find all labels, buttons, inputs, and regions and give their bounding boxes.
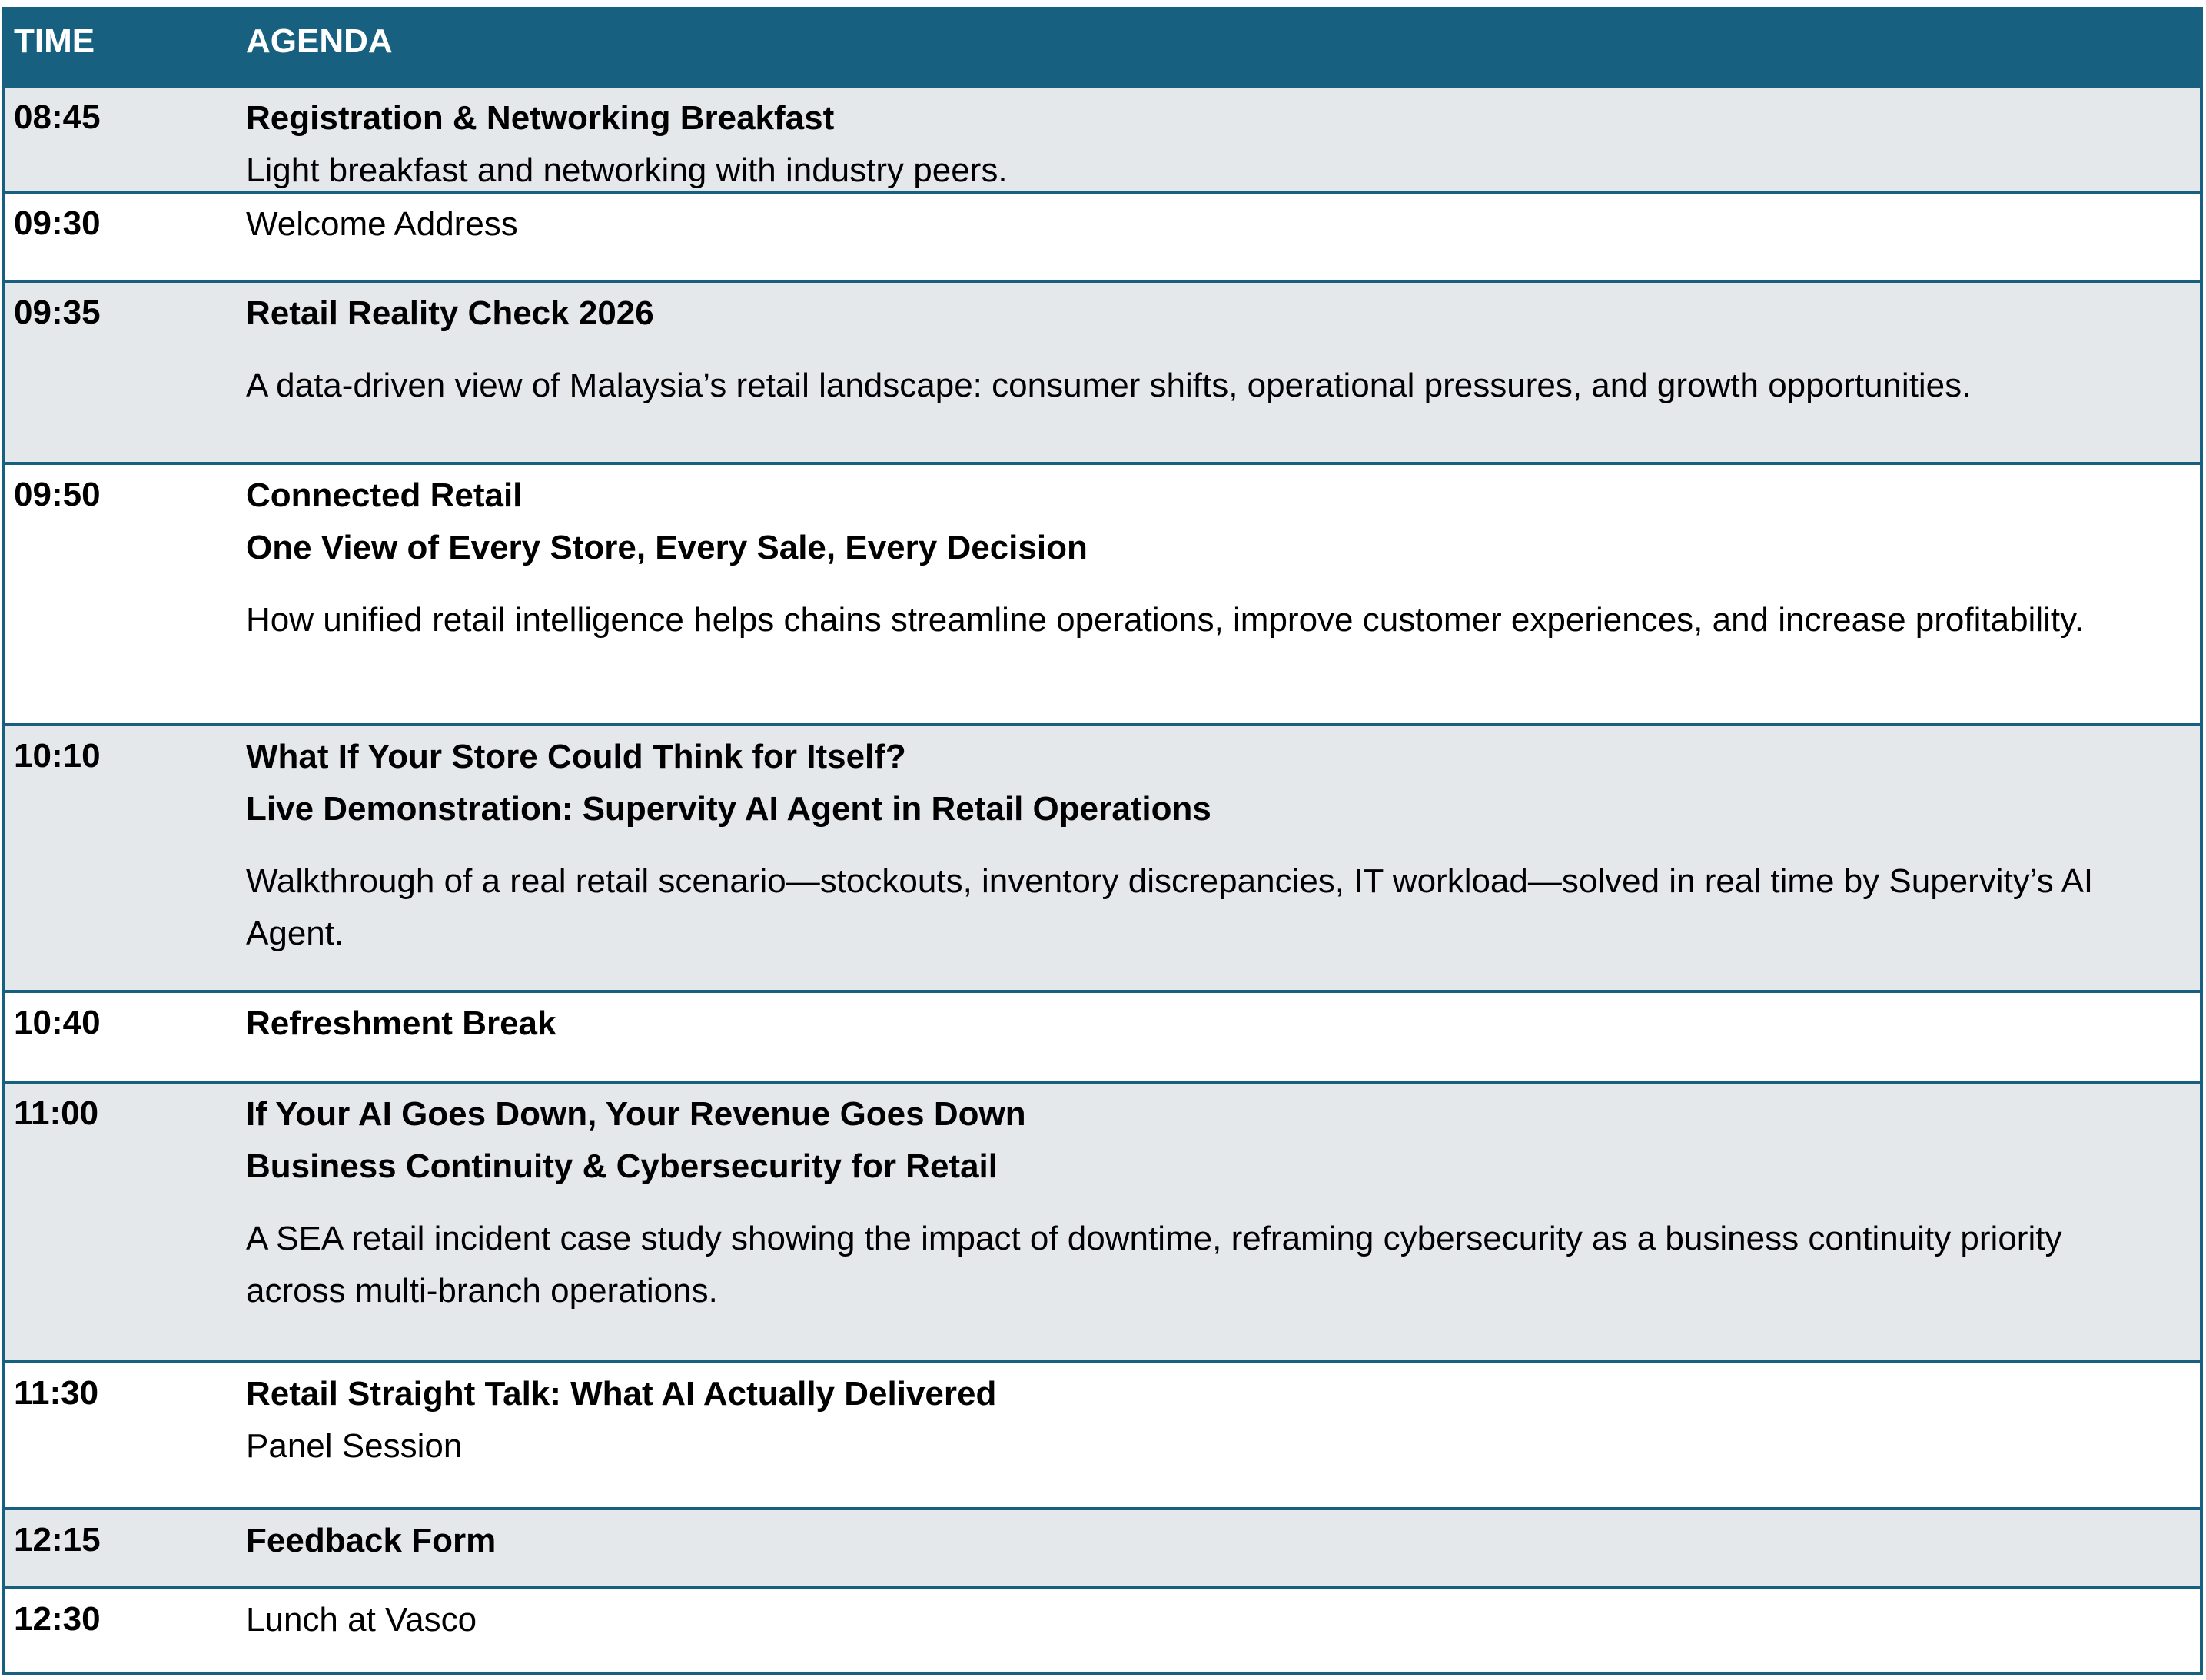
table-row	[5, 1360, 2200, 1507]
row-time: 11:00	[14, 1094, 99, 1132]
row-agenda	[246, 998, 2161, 1050]
session-title: What If Your Store Could Think for Itself?	[246, 738, 906, 775]
table-row	[5, 723, 2200, 990]
row-agenda	[246, 1088, 2161, 1317]
row-time: 11:30	[14, 1374, 99, 1412]
session-title: Retail Reality Check 2026	[246, 294, 654, 332]
row-time: 09:35	[14, 294, 101, 331]
session-description: Walkthrough of a real retail scenario—stockouts, inventory discrepancies, IT workload—solved in real time by Supervity’s AI Agent.	[246, 862, 2094, 952]
session-subtitle: Live Demonstration: Supervity AI Agent in Retail Operations	[246, 790, 1211, 828]
row-time: 09:30	[14, 204, 101, 242]
session-subtitle: Business Continuity & Cybersecurity for Retail	[246, 1147, 998, 1185]
session-title: Registration & Networking Breakfast	[246, 99, 835, 137]
session-title: Lunch at Vasco	[246, 1601, 477, 1638]
row-agenda	[246, 92, 2161, 197]
row-time: 10:40	[14, 1004, 101, 1041]
table-header	[5, 10, 2200, 88]
row-agenda	[246, 1594, 2161, 1646]
row-agenda	[246, 287, 2161, 412]
row-agenda	[246, 470, 2161, 646]
session-title: If Your AI Goes Down, Your Revenue Goes Down	[246, 1095, 1026, 1133]
row-agenda	[246, 731, 2161, 960]
row-time: 10:10	[14, 737, 101, 775]
session-description: How unified retail intelligence helps chains streamline operations, improve customer experiences, and increase profitability.	[246, 601, 2085, 639]
session-title: Feedback Form	[246, 1522, 497, 1559]
session-title: Refreshment Break	[246, 1004, 556, 1042]
table-row	[5, 1507, 2200, 1586]
session-subtitle: One View of Every Store, Every Sale, Every Decision	[246, 529, 1088, 566]
table-row	[5, 462, 2200, 723]
row-time: 12:30	[14, 1600, 101, 1638]
table-row	[5, 88, 2200, 191]
session-description: Panel Session	[246, 1427, 463, 1465]
table-row	[5, 990, 2200, 1081]
session-title: Connected Retail	[246, 476, 523, 514]
table-row	[5, 280, 2200, 462]
row-time: 09:50	[14, 476, 101, 513]
table-row	[5, 191, 2200, 280]
table-row	[5, 1081, 2200, 1360]
session-description: A data-driven view of Malaysia’s retail landscape: consumer shifts, operational pressures, and growth opportunities.	[246, 367, 1972, 404]
agenda-column-header: AGENDA	[246, 22, 393, 60]
row-agenda	[246, 1515, 2161, 1567]
row-time: 08:45	[14, 98, 101, 136]
session-title: Welcome Address	[246, 205, 518, 243]
session-description: Light breakfast and networking with industry peers.	[246, 151, 1008, 189]
agenda-table	[2, 7, 2203, 1675]
time-column-header: TIME	[14, 22, 95, 60]
session-description: A SEA retail incident case study showing the impact of downtime, reframing cybersecurity as a business continuity priority across multi-branch operations.	[246, 1220, 2062, 1310]
session-title: Retail Straight Talk: What AI Actually Delivered	[246, 1375, 997, 1413]
row-agenda	[246, 198, 2161, 251]
row-time: 12:15	[14, 1521, 101, 1559]
table-row	[5, 1586, 2200, 1672]
row-agenda	[246, 1368, 2161, 1472]
